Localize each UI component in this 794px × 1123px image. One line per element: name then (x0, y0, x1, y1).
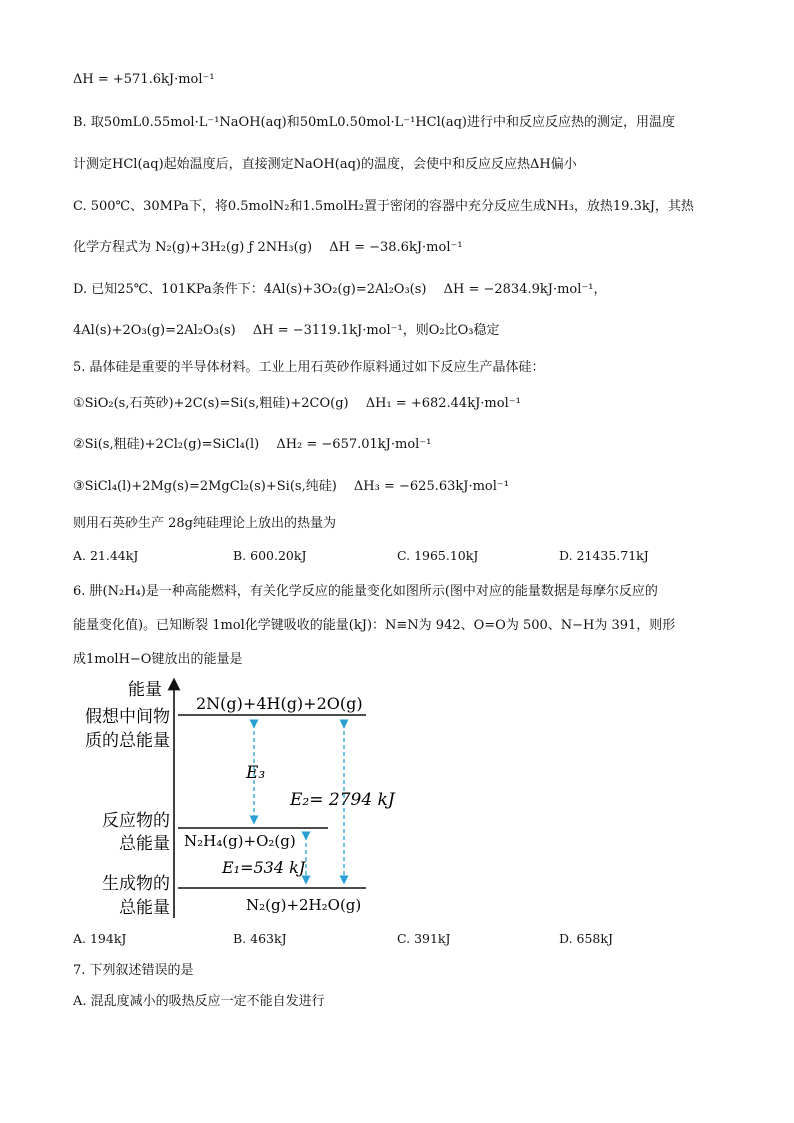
q5-reaction-1: ①SiO₂(s,石英砂)+2C(s)=Si(s,粗硅)+2CO(g) ΔH₁ = +682.44kJ·mol⁻¹ (73, 396, 521, 411)
q6-option-a[interactable]: A. 194kJ (73, 931, 127, 946)
q7-option-a[interactable]: A. 混乱度减小的吸热反应一定不能自发进行 (73, 994, 325, 1009)
bot-species: N₂(g)+2H₂O(g) (246, 896, 362, 914)
energy-level-diagram (70, 672, 410, 924)
q5-question: 则用石英砂生产 28g纯硅理论上放出的热量为 (73, 516, 336, 531)
top-level-label-1: 假想中间物 (85, 707, 170, 727)
q5-option-d[interactable]: D. 21435.71kJ (559, 548, 649, 563)
q5-reaction-3: ③SiCl₄(l)+2Mg(s)=2MgCl₂(s)+Si(s,纯硅) ΔH₃ = −625.63kJ·mol⁻¹ (73, 479, 509, 494)
q4-option-b-line2: 计测定HCl(aq)起始温度后，直接测定NaOH(aq)的温度，会使中和反应反应热ΔH偏小 (73, 157, 577, 172)
e3-label: E₃ (246, 763, 266, 783)
q5-reaction-2: ②Si(s,粗硅)+2Cl₂(g)=SiCl₄(l) ΔH₂ = −657.01kJ·mol⁻¹ (73, 437, 432, 452)
e2-label: E₂= 2794 kJ (290, 790, 395, 810)
q4-option-a-tail: ΔH = +571.6kJ·mol⁻¹ (73, 72, 215, 87)
q4-option-c-line1: C. 500℃、30MPa下，将0.5molN₂和1.5molH₂置于密闭的容器中充分反应生成NH₃，放热19.3kJ，其热 (73, 199, 694, 214)
top-species: 2N(g)+4H(g)+2O(g) (196, 694, 363, 713)
q6-option-c[interactable]: C. 391kJ (397, 931, 451, 946)
q6-stem-line2: 能量变化值)。已知断裂 1mol化学键吸收的能量(kJ)：N≡N为 942、O=O为 500、N−H为 391，则形 (73, 618, 676, 633)
bot-level-label-1: 生成物的 (102, 874, 170, 894)
bot-level-label-2: 总能量 (119, 898, 170, 918)
q6-option-b[interactable]: B. 463kJ (233, 931, 287, 946)
mid-level-label-2: 总能量 (119, 834, 170, 854)
mid-level-label-1: 反应物的 (102, 811, 170, 831)
q4-option-d-line2: 4Al(s)+2O₃(g)=2Al₂O₃(s) ΔH = −3119.1kJ·mol⁻¹，则O₂比O₃稳定 (73, 323, 500, 338)
q5-option-a[interactable]: A. 21.44kJ (73, 548, 139, 563)
top-level-label-2: 质的总能量 (85, 731, 170, 751)
q7-stem: 7. 下列叙述错误的是 (73, 963, 194, 978)
q4-option-b-line1: B. 取50mL0.55mol·L⁻¹NaOH(aq)和50mL0.50mol·L⁻¹HCl(aq)进行中和反应反应热的测定，用温度 (73, 115, 676, 130)
q6-stem-line3: 成1molH−O键放出的能量是 (73, 652, 243, 667)
q5-option-c[interactable]: C. 1965.10kJ (397, 548, 479, 563)
q4-option-c-line2: 化学方程式为 N₂(g)+3H₂(g) ƒ 2NH₃(g) ΔH = −38.6kJ·mol⁻¹ (73, 240, 463, 255)
q5-stem: 5. 晶体硅是重要的半导体材料。工业上用石英砂作原料通过如下反应生产晶体硅： (73, 360, 545, 375)
q4-option-d-line1: D. 已知25℃、101KPa条件下：4Al(s)+3O₂(g)=2Al₂O₃(s) ΔH = −2834.9kJ·mol⁻¹， (73, 282, 607, 297)
q5-option-b[interactable]: B. 600.20kJ (233, 548, 307, 563)
q6-option-d[interactable]: D. 658kJ (559, 931, 613, 946)
mid-species: N₂H₄(g)+O₂(g) (184, 832, 296, 850)
axis-label: 能量 (128, 680, 162, 700)
e1-label: E₁=534 kJ (222, 858, 306, 877)
q6-stem-line1: 6. 肼(N₂H₄)是一种高能燃料，有关化学反应的能量变化如图所示(图中对应的能量数据是每摩尔反应的 (73, 584, 658, 599)
